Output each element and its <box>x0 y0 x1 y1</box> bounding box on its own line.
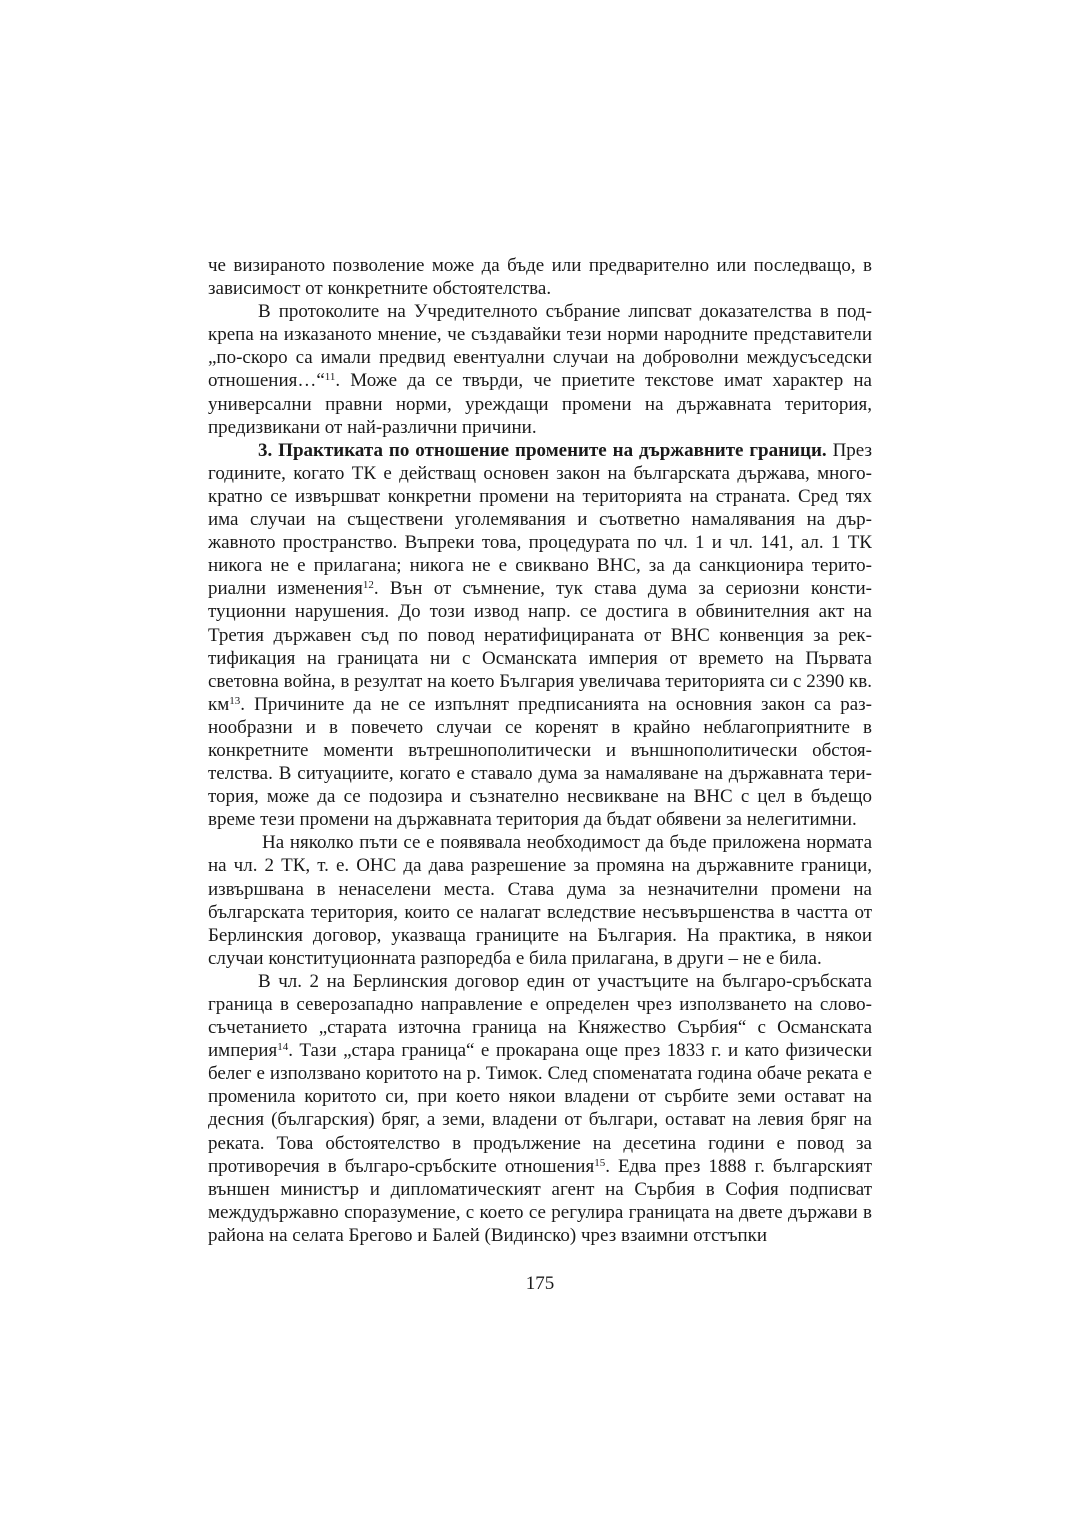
footnote-ref: 13 <box>229 694 241 707</box>
page-body <box>208 254 872 1247</box>
section-heading: 3. Практиката по отношение промените на държавните граници. <box>258 439 827 461</box>
paragraph-text: . Вън от съмнение, тук става дума за сериозни конституционни нарушения. До този извод напр. се достига в обвинителния акт на Третия държавен съд по повод нератифицираната от ВНС конвенция за ректификация на границата ни с Османската империя от времето на Първата световна война, в резултат на което България увеличава територията си с 2390 кв. км <box>208 578 872 715</box>
paragraph-2 <box>208 300 872 439</box>
paragraph-text: . Може да се твърди, че приетите текстове имат характер на универсални правни норми, уреждащи промени на държавната територия, предизвикани от най-различни причини. <box>208 370 872 438</box>
paragraph-5 <box>208 970 872 1247</box>
footnote-ref: 12 <box>362 579 374 592</box>
paragraph-1 <box>208 254 872 300</box>
paragraph-text: . Причините да не се изпълнят предписанията на основния закон са разнообразни и в повечето случаи се коренят в крайно неблагоприятните в конкретните моменти вътрешнополитически и външнополитически обстоятелства. В ситуациите, когато е ставало дума за намаляване на държавната територия, може да се подозира и съзнателно несвикване на ВНС с цел в бъдещо време тези промени на държавната територия да бъдат обявени за нелeгитимни. <box>208 693 872 831</box>
paragraph-text: През годините, когато ТК е действащ основен закон на българската държава, многократно се извършват конкретни промени на територията на страната. Сред тях има случаи на съществени уголемявания и съответно намалявания на държавното пространство. Въпреки това, процедурата по чл. 1 и чл. 141, ал. 1 ТК никога не е прилагана; никога не е свиквано ВНС, за да санкционира териториални изменения <box>208 439 872 600</box>
footnote-ref: 11 <box>324 371 336 384</box>
footnote-ref: 14 <box>277 1041 289 1054</box>
paragraph-text: В протоколите на Учредителното събрание липсват доказателства в подкрепа на изказаното мнение, че създавайки тези норми народните представители „по-скоро са имали предвид евентуални случаи на доброволни междусъседски отношения…“ <box>208 301 872 392</box>
paragraph-3 <box>208 439 872 832</box>
footnote-ref: 15 <box>594 1156 606 1169</box>
paragraph-text: . Едва през 1888 г. българският външен министър и дипломатическият агент на Сърбия в София подписват междудържавно споразумение, с което се регулира границата на двете държави в района на селата Брегово и Балей (Видинско) чрез взаимни отстъпки <box>208 1155 873 1246</box>
paragraph-text: че визираното позволение може да бъде или предварително или последващо, в зависимост от конкретните обстоятелства. <box>208 255 872 300</box>
paragraph-text: На няколко пъти се е появявала необходимост да бъде приложена нормата на чл. 2 ТК, т. е. ОНС да дава разрешение за промяна на държавните граници, извършвана в ненаселени места. Става дума за незначителни промени на българската територия, които се налагат вследствие несъвършенства в частта от Берлинския договор, указваща границите на България. На практика, в някои случаи конституционната разпоредба е била прилагана, в други – не е била. <box>208 832 872 969</box>
paragraph-text: В чл. 2 на Берлинския договор един от участъците на българо-сръбската граница в северозападно направление е определен чрез използването на словосъчетанието „старата източна граница на Княжество Сърбия“ с Османската империя <box>208 970 872 1062</box>
page-number: 175 <box>525 1273 555 1294</box>
paragraph-4 <box>208 831 872 970</box>
paragraph-text: . Тази „стара граница“ е прокарана още през 1833 г. и като физически белег е използвано коритото на р. Тимок. След споменатата година обаче реката е променила коритото си, при което някои владени от сърбите земи остават на десния (българския) бряг, а земи, владени от българи, остават на левия бряг на реката. Това обстоятелство в продължение на десетина години е повод за противоречия в българо-сръбските отношения <box>208 1040 872 1177</box>
